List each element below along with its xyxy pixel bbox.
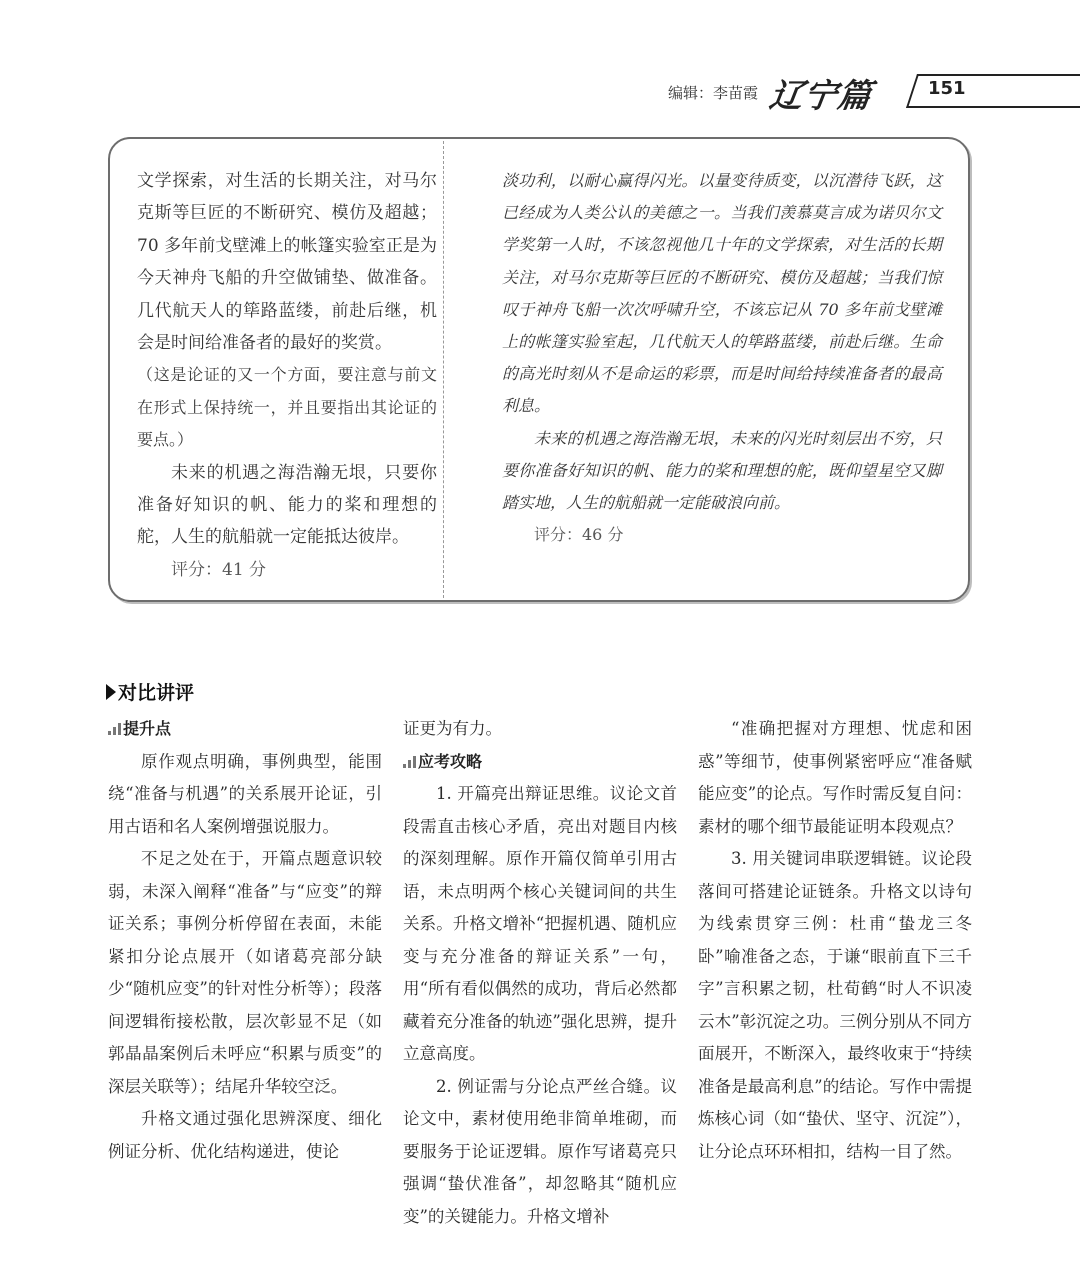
comparison-heading	[106, 678, 194, 705]
original-essay-column	[137, 165, 437, 586]
original-paragraph: 文学探索，对生活的长期关注，对马尔克斯等巨匠的不断研究、模仿及超越；70 多年前戈壁滩上的帐篷实验室正是为今天神舟飞船的升空做铺垫、做准备。几代航天人的筚路蓝缕，前赴后继，机会是时间给准备者的最好的奖赏。	[137, 171, 437, 354]
comment-paragraph: 1. 开篇亮出辩证思维。议论文首段需直击核心矛盾，亮出对题目内核的深刻理解。原作开篇仅简单引用古语，未点明两个核心关键词间的共生关系。升格文增补“把握机遇、随机应变与充分准备的辩证关系”一句，用“所有看似偶然的成功，背后必然都藏着充分准备的轨迹”强化思辨，提升立意高度。	[403, 784, 677, 1063]
revised-score: 评分：46 分	[534, 525, 624, 545]
signal-bars-icon	[403, 756, 416, 768]
page-header	[0, 68, 1080, 116]
comment-continuation: 证更为有力。	[403, 719, 502, 738]
essay-comparison-box	[108, 137, 970, 602]
comment-paragraph: 不足之处在于，开篇点题意识较弱，未深入阐释“准备”与“应变”的辩证关系；事例分析停留在表面，未能紧扣分论点展开（如诸葛亮部分缺少“随机应变”的针对性分析等）；段落间逻辑衔接松散，层次彰显不足（如郭晶晶案例后未呼应“积累与质变”的深层关联等）；结尾升华较空泛。	[108, 849, 382, 1096]
signal-bars-icon	[108, 723, 121, 735]
triangle-icon	[106, 684, 116, 700]
subheading-improvement	[108, 713, 382, 746]
comment-paragraph: 3. 用关键词串联逻辑链。议论段落间可搭建论证链条。升格文以诗句为线索贯穿三例：杜甫“蛰龙三冬卧”喻准备之态，于谦“眼前直下三千字”言积累之韧，杜荀鹤“时人不识凌云木”彰沉淀之功。三例分别从不同方面展开，不断深入，最终收束于“持续准备是最高利息”的结论。写作中需提炼核心词（如“蛰伏、坚守、沉淀”），让分论点环环相扣，结构一目了然。	[698, 849, 972, 1161]
comment-paragraph: 2. 例证需与分论点严丝合缝。议论文中，素材使用绝非简单堆砌，而要服务于论证逻辑。原作写诸葛亮只强调“蛰伏准备”，却忽略其“随机应变”的关键能力。升格文增补	[403, 1076, 677, 1226]
revised-paragraph: 淡功利，以耐心赢得闪光。以量变待质变，以沉潜待飞跃，这已经成为人类公认的美德之一。当我们羡慕莫言成为诺贝尔文学奖第一人时，不该忽视他几十年的文学探索，对生活的长期关注，对马尔克斯等巨匠的不断研究、模仿及超越；当我们惊叹于神舟飞船一次次呼啸升空，不该忘记从 70 多年前戈壁滩上的帐篷实验室起，几代航天人的筚路蓝缕，前赴后继。生命的高光时刻从不是命运的彩票，而是时间给持续准备者的最高利息。	[502, 171, 942, 416]
revised-essay-column	[502, 165, 942, 551]
revised-paragraph: 未来的机遇之海浩瀚无垠，未来的闪光时刻层出不穷，只要你准备好知识的帆、能力的桨和理想的舵，既仰望星空又脚踏实地，人生的航船就一定能破浪向前。	[502, 428, 942, 513]
subheading-label: 应考攻略	[418, 751, 483, 771]
original-score: 评分：41 分	[171, 559, 267, 580]
original-paragraph: 未来的机遇之海浩瀚无垠，只要你准备好知识的帆、能力的桨和理想的舵，人生的航船就一定能抵达彼岸。	[137, 462, 437, 548]
comment-column-3	[698, 713, 972, 1168]
comment-paragraph: 升格文通过强化思辨深度、细化例证分析、优化结构递进，使论	[108, 1109, 382, 1161]
page-number: 151	[928, 78, 966, 99]
comment-column-2	[403, 713, 677, 1233]
comment-paragraph: 原作观点明确，事例典型，能围绕“准备与机遇”的关系展开论证，引用古语和名人案例增强说服力。	[108, 751, 382, 836]
comparison-title: 对比讲评	[118, 682, 195, 704]
teacher-note: （这是论证的又一个方面，要注意与前文在形式上保持统一，并且要指出其论证的要点。）	[137, 365, 437, 450]
subheading-strategy	[403, 746, 677, 779]
subheading-label: 提升点	[123, 719, 172, 738]
editor-credit: 编辑：李苗霞	[667, 84, 758, 102]
comment-column-1	[108, 713, 382, 1168]
column-divider	[443, 141, 444, 598]
section-title: 辽宁篇	[766, 76, 875, 115]
comment-paragraph: “准确把握对方理想、忧虑和困惑”等细节，使事例紧密呼应“准备赋能应变”的论点。写作时需反复自问：素材的哪个细节最能证明本段观点？	[698, 719, 972, 836]
